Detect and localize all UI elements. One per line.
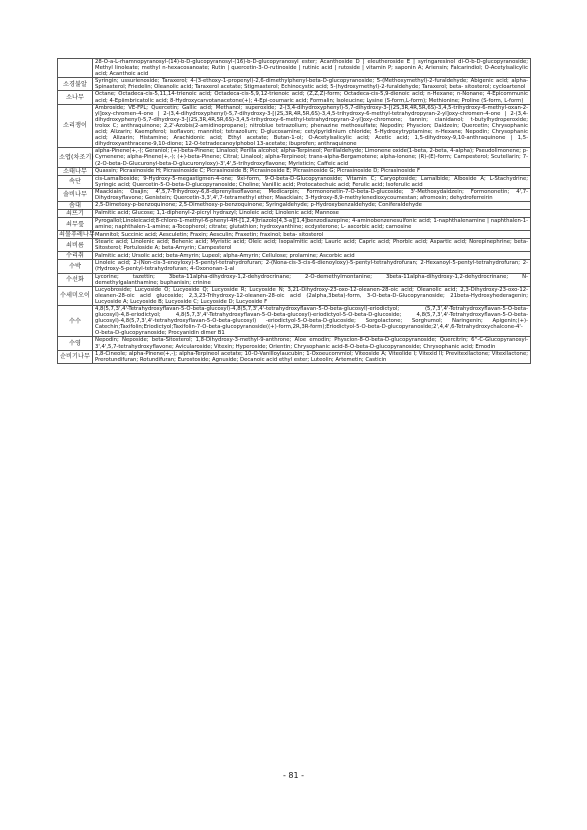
compound-table	[57, 58, 531, 364]
table-row	[58, 337, 531, 350]
compound-list-cell: Palmitic acid; Ursolic acid; beta-Amyrin; Lupeol; alpha-Amyrin; Cellulose; prolamine; Ascorbic acid	[93, 252, 531, 260]
plant-name-cell: 소엽(차조기)	[58, 148, 93, 167]
plant-name-cell: 쇠비름	[58, 239, 93, 252]
plant-name-cell: 수세미오이	[58, 286, 93, 305]
compound-list-cell: Mannitol; Succinic acid; Aesculetin; Fraxin; Aesculin; Fraxetin; fraxinol; beta- sitosterol	[93, 231, 531, 239]
table-row	[58, 231, 531, 239]
table-row	[58, 350, 531, 363]
table-row	[58, 91, 531, 104]
plant-name-cell: 수수	[58, 306, 93, 337]
plant-name-cell: 쇠무릎	[58, 217, 93, 230]
table-row	[58, 104, 531, 148]
plant-name-cell: 쇠뜨기	[58, 209, 93, 217]
table-row	[58, 260, 531, 273]
compound-list-cell: Lucyobroside; Lucyoside O; Lucyoside Q; Lucyoside R; Lucyoside N; 3,21-Dihydroxy-23-oxo-12-oleanen-28-oic acid; Oleanolic acid; 2,3-Dihydroxy-23-oxo-12-oleanen-28-oic acid glucoside; 2,3,23-Trihydroxy-12-oleanen-28-oic acid (2alpha,3beta)-form, 3-O-beta-D-Glucopyranoside; 21beta-Hydroxyhederagenin; Lucyoside A; Lucyoside B; Lucyoside C; Lucyoside D; Lucyoside F	[93, 286, 531, 305]
plant-name-cell: 소경불알	[58, 78, 93, 91]
compound-list-cell: Quassin; Picrasinoside H; Picrasinoside C; Picrasinoside B; Picrasinoside E; Picrasinoside G; Picrasinoside D; Picrasinoside F	[93, 167, 531, 175]
table-body	[58, 59, 531, 364]
plant-name-cell: 소리쟁이	[58, 104, 93, 148]
page-number: - 81 -	[282, 771, 305, 780]
plant-name-cell	[58, 59, 93, 78]
compound-list-cell: 1,8-Cineole; alpha-Pinene(+,-); alpha-Terpineol acetate; 10-O-Vanilloylaucubin; 1-Oxoeucommiol; Viteoside A; Viteolide I; Vitexid II; Previtexilactone; Vitexilactone; Prerotundifuran; Rotundifuran; Eurostoside; Agnuside; Decanoic acid ethyl ester; Luteolin; Artemetin; Casticin	[93, 350, 531, 363]
table-row	[58, 217, 531, 230]
compound-list-cell: Lycorine; tazettin; 3beta-11alpha-dihydroxy-1,2-dehydrocrinane; 2-O-demethylmontanine; 3beta-11alpha-dihydroxy-1,2-dehydrocrinane; N-demethylgalanthamine; buphanisin; crinine	[93, 273, 531, 286]
table-row	[58, 273, 531, 286]
compound-list-cell: cis-Lamalboside; 9-Hydroxy-5-megastigmen-4-one; 9xi-form, 9-O-beta-D-Glucopyranoside; Vitamin C; Caryoptoside; Lamalbide; Alboside A; L-Stachydrine; Syringic acid; Quercetin-5-O-beta-D-glucopyranoside; Choline; Vanillic acid; Protocatechuic acid; Ferulic acid; Isoferulic acid	[93, 175, 531, 188]
table-row	[58, 175, 531, 188]
compound-list-cell: Pyrogallol;Linoleicacid;8-chloro-1-methyl-6-phenyl-4H-[1,2,4]triazolo[4,3-a][1,4]benzodiazepine; 4-aminobenzenesulfonic acid; 1-naphthalenamine | naphthalen-1-amine; naphthalen-1-amine; a-Tocopherol; citrate; glutathion; hydroxyanthine; ecdysterone; L- ascorbic acid; carnosine	[93, 217, 531, 230]
compound-list-cell: 4,8(5,7,3',4'-Tetrahydroxyflavan-5-O-beta-glucosyl)-4,8(5,7,3',4'-tetrahydroxyflavan-5-O-beta-glucosyl)-eriodictyol; (5,7,3',4'-Tetrahydroxyflavan-5-O-beta-glucosyl)-4,8-eriodictyol; 4,8(5,7,3',4'-Tetrahydroxyflavan-5-O-beta-glucosyl)-eriodictyol-5-O-beta-D-glucoside; 4,8(5,7,3',4'-Tetrahydroxyflavan-5-O-beta-glucosyl)-4,8(5,7,3',4'-tetrahydroxyflavan-5-O-beta-glucosyl) -eriodictyol-5-O-beta-D-glucoside; Sorgolactone; Sorghumol; Naringenin; Apigenin;(+)-Catechin;Taxifolin;Eriodictyol;Taxifolin-7-O-beta-glucopyranoside((+)-form,2R,3R-form);Eriodictyol-5-O-beta-D-glucopyranoside;2',4,4',6-Tetrahydroxychalcone-4'-O-beta-D-glucopyranoside; Procyanidin dimer B1	[93, 306, 531, 337]
compound-list-cell: Ambroside; VE-FPL; Quercetin; Gallic acid; Methanol; superoxide; 2-(3,4-dihydroxyphenyl)-5,7-dihydroxy-3-[(2S,3R,4R,5R,6S)-3,4,5-trihydroxy-6-methyl-oxan-2-yl]oxy-chromen-4-one | 2-(3,4-dihydroxyphenyl)-5,7-dihydroxy-3-[(2S,3R,4R,5R,6S)-3,4,5-trihydroxy-6-methyl-tetrahydropyran-2-yl]oxy-chromen-4-one | 2-(3,4-dihydroxyphenyl)-5,7-dihydroxy-3-[(2S,3R,4R,5R,6S)-3,4,5-trihydroxy-6-methyl-tetrahydropyran-2-yl]oxy-chromone; tannin; cianidanol; t-butylhydroperoxide; trolox C; anthraquinone; 2,2'-Azobis(2-amidinopropane); nitroblue tetrazolium; phenazine methosulfate; Nepodin; Physcion; Daidzein; Quercetin; Chrysophanic acid; Alizarin; Kaempferol; isoflavon; mannitol; tetrazolium; D-glucosamine; cetylpyridinium chloride; 5-Hydroxytryptamine; n-Hexane; Nepodin; Chrysophanic acid; Alizarin; Histamine; Arachidonic acid; Ethyl acetate; Butan-1-ol; O-Acetylsalicylic acid; Acetic acid; 1,5-dihydroxy-9,10-anthraquinone | 1,5-dihydroxyanthracene-9,10-dione; 12-O-tetradecanoylphobol 13-acetate; ibuprofen; anthraquinone	[93, 104, 531, 148]
plant-name-cell: 수영	[58, 337, 93, 350]
plant-name-cell: 솜대	[58, 201, 93, 209]
table-row	[58, 252, 531, 260]
plant-name-cell: 쇠물푸레나무	[59, 231, 95, 239]
plant-name-cell: 수리취	[58, 252, 93, 260]
compound-list-cell: Syringin; ussurienoside; Taraxerol; 4-(3-ethoxy-1-propenyl)-2,6-dimethylphenyl-beta-D-glucopyranoside; 5-(Methoxymethyl)-2-furaldehyde; Abigenic acid; alpha-Spinasterol; Friedelin; Oleanolic acid; Taraxerol acetate; Stigmasterol; Echinocystic acid; 5-(hydroxymethyl)-2-furaldehyde; Taraxerol; beta- sitosterol; cycloartenol	[93, 78, 531, 91]
compound-list-cell: 28-O-a-L-rhamnopyranosyl-(14)-b-D-glucopyranosyl-(16)-b-D-glucopyranosyl ester; Acanthoside D | eleutheroside E | syringaresinol di-O-b-D-glucopyranoside; Methyl linoleate; methyl n-hexacosanoate; Rutin | quercetin-3-O-rutinoside | rutinic acid | rutoside | vitamin P; saponin A; Ariensin; Falcarindiol; O-Acetylsalicylic acid; Acanthoic acid	[93, 59, 531, 78]
plant-name-cell: 수선화	[58, 273, 93, 286]
compound-list-cell: Maackiain; Osajin; 4',5,7-Trihydroxy-6,8-diprenylisoflavone; Medicarpin; Formononetin-7-O-beta-D-glucoside; 3'-Methoxydaidzein; Formononetin; 4',7-Dihydroxyflavone; Genistein; Quercetin-3,3',4',7-tetramethyl ether; Maackiain; 3-Hydroxy-8,9-methylenedioxycoumestan; afromosin; dehydroferreirin	[93, 188, 531, 201]
plant-name-cell: 수박	[58, 260, 93, 273]
table-row	[58, 148, 531, 167]
compound-list-cell: Linoleic acid; 2-(Non-cis-3-enoyloxy)-5-pentyl-tetrahydrofuran; 2-(Nona-cis-3-cis-6-dienoyloxy)-5-pentyl-tetrahydrofuran; 2-Hexanoyl-5-pentyl-tetrahydrofuran; 2-(Hydroxy-5-pentyl-tetrahydrofuran; 4-Oxononan-1-al	[93, 260, 531, 273]
table-row	[58, 239, 531, 252]
plant-name-cell: 솔비나무	[58, 188, 93, 201]
plant-name-cell: 순비기나무	[58, 350, 93, 363]
compound-list-cell: Octane; Octadeca-cis-5,11,14-trienoic acid; Octadeca-cis-5,9,12-trienoic acid; (Z,Z,Z)-form; Octadeca-cis-5,9-dienoic acid; n-Hexane; n-Nonane; 4-Epicommunic acid; 4-Epiimbricatolic acid; 8-Hydroxycarvotanacetone(+); 4-Epi-coumaric acid; Formalin; Isoleucine; Lysine (S-form,L-form); Methionine; Proline (S-form, L-form)	[93, 91, 531, 104]
plant-name-cell: 속단	[58, 175, 93, 188]
table-row	[58, 78, 531, 91]
table-row	[58, 59, 531, 78]
compound-list-cell: alpha-Pinene(+,-); Geraniol; (+)-beta-Pinene; Linalool; Perilla alcohol; alpha-Terpineol; Perillaldehyde; Limonene oxide(1-beta, 2-beta, 4-alpha); Pseudolimonene; p-Cymenene; alpha-Pinene(+,-); (+)-beta-Pinene; Citral; Linalool; alpha-Terpineol; trans-alpha-Bergamotene; alpha-lonone; (R)-(E)-form; Campesterol; Scutellarin; 7-(2-O-beta-D-Glucuronyl-beta-D-glucuronyloxy)-3',4',5-trihydroxyflavone; Myristicin; Caffeic acid	[93, 148, 531, 167]
table-row	[58, 306, 531, 337]
table-row	[58, 209, 531, 217]
plant-name-cell: 소나무	[58, 91, 93, 104]
table-row	[58, 188, 531, 201]
table-row	[58, 167, 531, 175]
compound-list-cell: Palmitic acid; Glucose; 1,1-diphenyl-2-picryl hydrazyl; Linoleic acid; Linolenic acid; Mannose	[93, 209, 531, 217]
compound-list-cell: Stearic acid; Linolenic acid; Behenic acid; Myristic acid; Oleic acid; Isopalmitic acid; Lauric acid; Capric acid; Phorbic acid; Aspartic acid; Norepinephrine; beta-Sitosterol; Portuloside A; beta-Amyrin; Campesterol	[93, 239, 531, 252]
compound-list-cell: 2,5-Dimetoxy-p-benzoquinone; 2,5-Dimethoxy-p-benzoquinone; Syringaldehyde; p-Hydroxybenzaldehyde; Coniferaldehyde	[93, 201, 531, 209]
table-row	[58, 201, 531, 209]
compound-list-cell: Nepodin; Neposide; beta-Sitosterol; 1,8-Dihydroxy-3-methyl-9-anthrone; Aloe emodin; Physcion-8-O-beta-D-glucopyranoside; Quercitrin; 6''-C-Glucopyranosyl-3',4',5,7-tetrahydroxyflavone; Avicularoside; Vitexin; Hyperoside; Orientin; Chrysophanic acid-8-O-beta-D-glucopyranoside; Chrysophanic acid; Emodin	[93, 337, 531, 350]
table-row	[58, 286, 531, 305]
plant-name-cell: 소태나무	[58, 167, 93, 175]
